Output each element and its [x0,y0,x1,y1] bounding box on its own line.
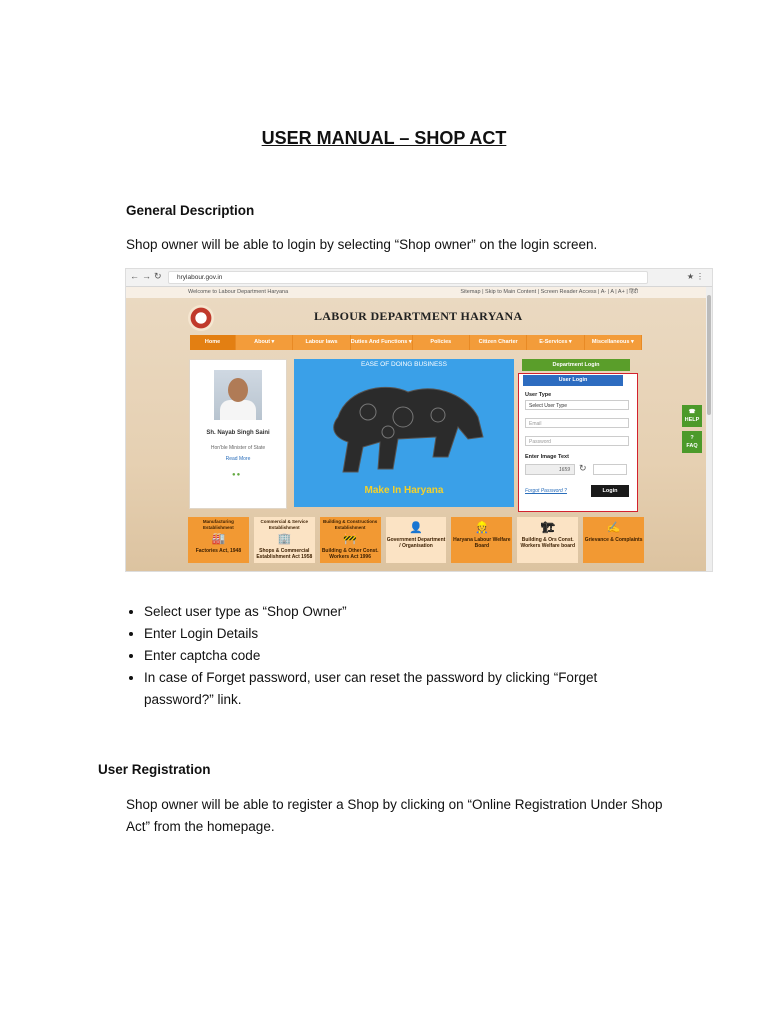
tile-icon: 🏗 [540,522,555,534]
tile-caption: Manufacturing Establishment [202,519,234,530]
scrollbar [706,287,712,571]
make-in-india-lion-icon [308,377,500,481]
instruction-list [118,601,644,711]
tile-icon: 👤 [409,522,423,534]
tile-label: Shops & Commercial Establishment Act 1958 [256,548,313,560]
section-heading-registration: User Registration [98,762,211,777]
tile-icon: 👷 [475,522,489,534]
minister-role: Hon'ble Minister of State [210,445,266,451]
section-heading-general: General Description [126,203,255,218]
menu-item: About ▾ [236,335,293,350]
tile-icon: 🏭 [211,533,226,545]
site-title: LABOUR DEPARTMENT HARYANA [314,309,523,323]
browser-toolbar [126,269,712,287]
haryana-emblem-icon [188,305,214,331]
department-login-tab: Department Login [522,359,630,371]
phone-icon: ☎ [688,409,696,415]
document-title: USER MANUAL – SHOP ACT [261,128,507,148]
ease-of-business-banner [294,359,514,507]
section-text-general: Shop owner will be able to login by selecting “Shop owner” on the login screen. [126,237,598,252]
tile-label: Building & Ors Const. Workers Welfare board [520,537,575,549]
menu-item: Home [190,335,236,350]
site-topbar [126,287,712,298]
minister-profile-card [189,359,287,509]
carousel-dots: ●● [232,472,242,478]
help-label: HELP [684,417,700,423]
user-type-label: User Type [525,392,552,398]
minister-name: Sh. Nayab Singh Saini [206,430,270,436]
tile-icon: 🚧 [343,533,357,545]
menu-item: Duties And Functions ▾ [351,335,413,350]
user-type-select: Select User Type [525,400,629,410]
service-tile [583,517,644,563]
login-button: Login [591,485,629,497]
browser-nav-icons: ←→↻ [130,271,165,281]
website-screenshot [125,268,713,572]
user-login-header: User Login [523,375,623,386]
main-menu [190,335,642,350]
faq-label: FAQ [686,443,698,449]
address-bar: hrylabour.gov.in [168,271,648,284]
login-panel [522,359,640,511]
menu-item: E-Services ▾ [527,335,584,350]
section-text-registration: Shop owner will be able to register a Shop by clicking on “Online Registration Under Shop Act” from the homepage. [126,797,663,834]
image-text-label: Enter Image Text [525,454,569,460]
service-tile [386,517,447,563]
tile-label: Building & Other Const. Workers Act 1996 [321,548,379,560]
password-field: Password [525,436,629,446]
welcome-text: Welcome to Labour Department Haryana [188,289,289,295]
banner-title: EASE OF DOING BUSINESS [361,361,447,368]
email-field: Email [525,418,629,428]
refresh-icon: ↻ [579,463,587,473]
tile-label: Factories Act, 1948 [195,548,242,554]
forgot-password-link: Forgot Password ? [525,488,567,494]
service-tile [451,517,512,563]
help-button [682,405,702,427]
tile-label: Government Department / Organisation [386,537,446,549]
read-more-link: Read More [225,456,251,462]
menu-item: Policies [413,335,470,350]
instruction-item: • Enter Login Details [144,623,644,645]
captcha-input [593,464,627,475]
menu-item: Labour laws [293,335,350,350]
tile-icon: ✍ [606,522,621,534]
instruction-item: • Enter captcha code [144,645,644,667]
captcha-image: 1659 [525,464,575,475]
question-icon: ? [690,435,694,441]
user-login-box [518,373,638,512]
top-links: Sitemap | Skip to Main Content | Screen Reader Access | A- | A | A+ | हिंदी [460,289,638,295]
service-tile [188,517,249,563]
browser-tools-icons: ★⋮ [686,272,706,281]
faq-button [682,431,702,453]
service-tile [517,517,578,563]
tile-caption: Commercial & Service Establishment [260,519,309,530]
tile-icon: 🏢 [277,533,292,545]
service-tile [254,517,315,563]
banner-tagline: Make In Haryana [364,485,444,496]
instruction-item: • In case of Forget password, user can reset the password by clicking “Forget password?” link. [144,667,644,711]
menu-item: Citizen Charter [470,335,527,350]
tile-label: Haryana Labour Welfare Board [453,537,511,549]
tile-caption: Building & Constructions Establishment [323,519,378,530]
minister-photo [214,370,262,420]
tile-label: Grievance & Complaints [584,537,643,543]
service-tiles [188,517,644,563]
service-tile [320,517,381,563]
menu-item: Miscellaneous ▾ [585,335,642,350]
instruction-item: • Select user type as “Shop Owner” [144,601,644,623]
